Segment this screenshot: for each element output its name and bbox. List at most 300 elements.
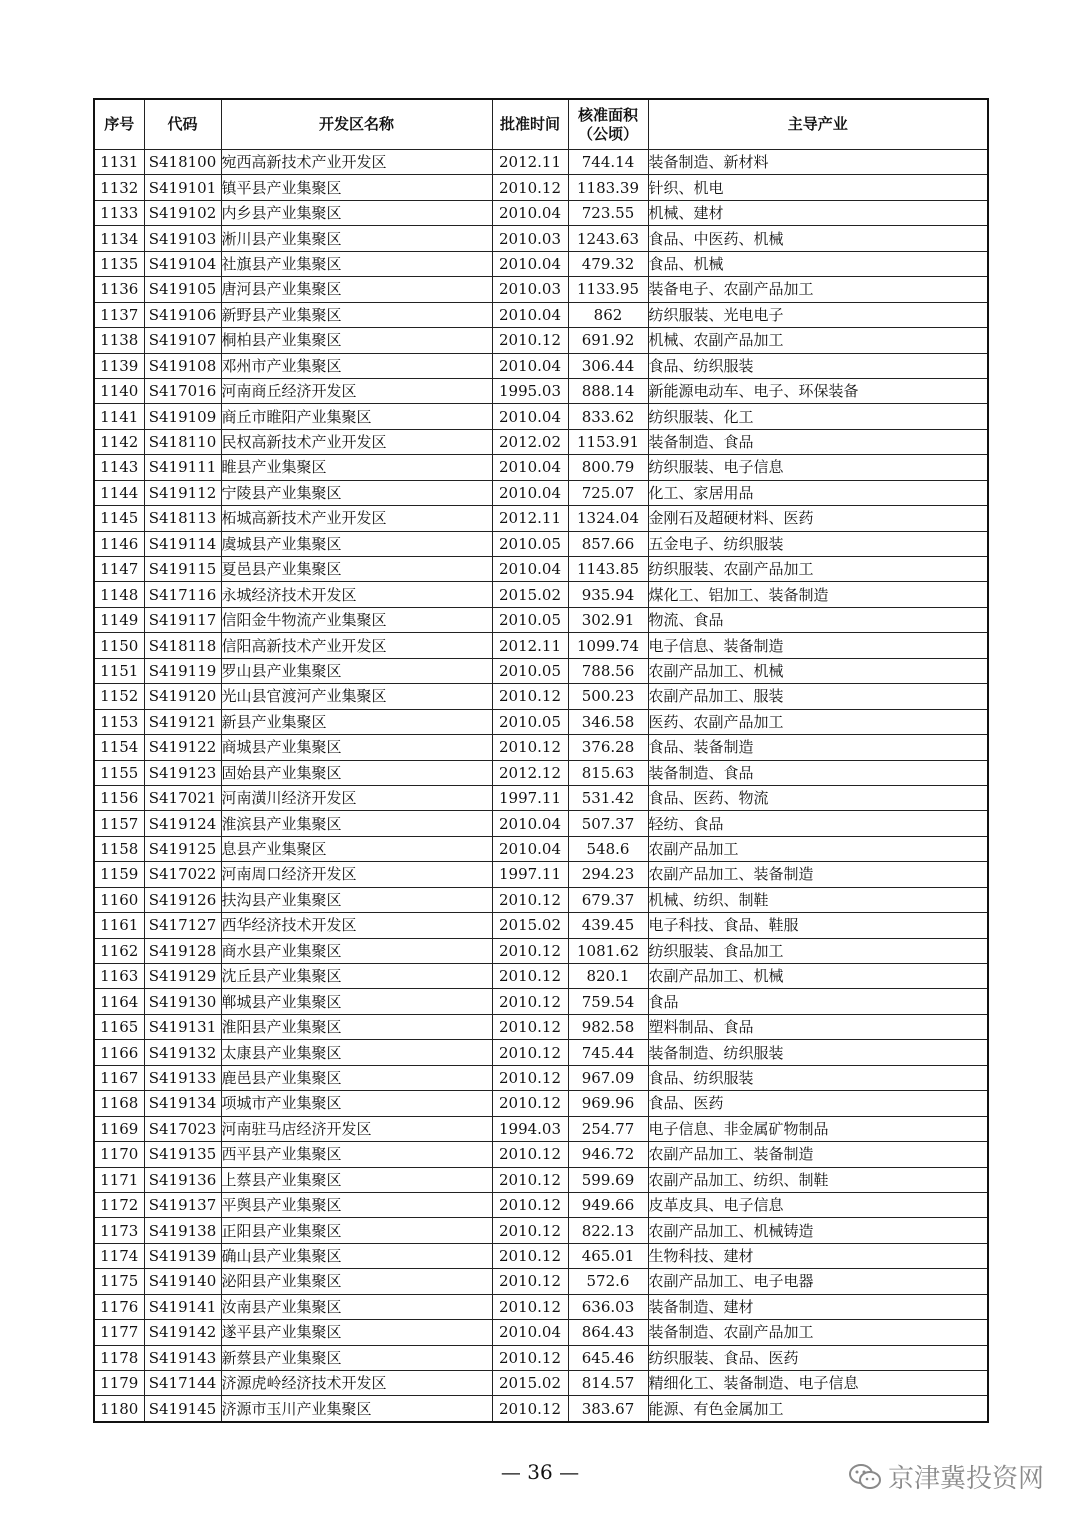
cell-area: 864.43 <box>568 1320 648 1345</box>
cell-name: 鹿邑县产业集聚区 <box>221 1065 492 1090</box>
cell-code: S417116 <box>144 582 221 607</box>
cell-date: 2010.12 <box>492 1065 568 1090</box>
cell-seq: 1144 <box>94 480 144 505</box>
cell-industry: 电子信息、非金属矿物制品 <box>648 1116 988 1141</box>
cell-industry: 食品、中医药、机械 <box>648 226 988 251</box>
cell-seq: 1170 <box>94 1142 144 1167</box>
table-row <box>94 506 988 531</box>
cell-code: S419137 <box>144 1192 221 1217</box>
cell-industry: 农副产品加工、服装 <box>648 684 988 709</box>
table-row <box>94 1116 988 1141</box>
cell-seq: 1132 <box>94 175 144 200</box>
cell-area: 439.45 <box>568 913 648 938</box>
cell-name: 河南潢川经济开发区 <box>221 785 492 810</box>
cell-area: 744.14 <box>568 150 648 175</box>
cell-name: 固始县产业集聚区 <box>221 760 492 785</box>
table-row <box>94 938 988 963</box>
cell-area: 465.01 <box>568 1243 648 1268</box>
table-row <box>94 785 988 810</box>
table-row <box>94 735 988 760</box>
cell-date: 2010.05 <box>492 709 568 734</box>
cell-date: 2012.11 <box>492 633 568 658</box>
cell-code: S418110 <box>144 429 221 454</box>
cell-seq: 1165 <box>94 1014 144 1039</box>
cell-code: S419135 <box>144 1142 221 1167</box>
table-row <box>94 964 988 989</box>
watermark-text: 京津冀投资网 <box>887 1464 1044 1494</box>
cell-date: 2012.12 <box>492 760 568 785</box>
cell-area: 820.1 <box>568 964 648 989</box>
table-row <box>94 1142 988 1167</box>
cell-industry: 农副产品加工、装备制造 <box>648 1142 988 1167</box>
cell-code: S419125 <box>144 836 221 861</box>
cell-code: S417023 <box>144 1116 221 1141</box>
cell-area: 1143.85 <box>568 557 648 582</box>
cell-date: 2010.04 <box>492 455 568 480</box>
header-area <box>568 99 648 150</box>
cell-code: S419143 <box>144 1345 221 1370</box>
cell-area: 725.07 <box>568 480 648 505</box>
cell-area: 302.91 <box>568 607 648 632</box>
cell-name: 新野县产业集聚区 <box>221 302 492 327</box>
cell-code: S419106 <box>144 302 221 327</box>
cell-industry: 塑料制品、食品 <box>648 1014 988 1039</box>
cell-area: 383.67 <box>568 1396 648 1422</box>
cell-date: 2010.05 <box>492 531 568 556</box>
cell-code: S419122 <box>144 735 221 760</box>
cell-name: 内乡县产业集聚区 <box>221 200 492 225</box>
cell-industry: 食品、机械 <box>648 251 988 276</box>
development-zone-table <box>93 98 989 1423</box>
cell-name: 河南周口经济开发区 <box>221 862 492 887</box>
cell-date: 2010.04 <box>492 1320 568 1345</box>
cell-seq: 1161 <box>94 913 144 938</box>
cell-industry: 轻纺、食品 <box>648 811 988 836</box>
cell-seq: 1136 <box>94 277 144 302</box>
table-body <box>94 150 988 1422</box>
cell-seq: 1142 <box>94 429 144 454</box>
cell-area: 862 <box>568 302 648 327</box>
table-row <box>94 633 988 658</box>
wechat-icon <box>848 1462 882 1492</box>
cell-code: S417022 <box>144 862 221 887</box>
cell-seq: 1158 <box>94 836 144 861</box>
cell-code: S419128 <box>144 938 221 963</box>
cell-date: 2010.12 <box>492 1192 568 1217</box>
cell-code: S419119 <box>144 658 221 683</box>
cell-date: 2010.03 <box>492 226 568 251</box>
header-seq: 序号 <box>94 99 144 150</box>
cell-area: 479.32 <box>568 251 648 276</box>
cell-seq: 1154 <box>94 735 144 760</box>
cell-seq: 1180 <box>94 1396 144 1422</box>
cell-industry: 皮革皮具、电子信息 <box>648 1192 988 1217</box>
cell-seq: 1141 <box>94 404 144 429</box>
cell-name: 淅川县产业集聚区 <box>221 226 492 251</box>
cell-date: 2010.12 <box>492 938 568 963</box>
cell-date: 2015.02 <box>492 1371 568 1396</box>
cell-area: 548.6 <box>568 836 648 861</box>
table-row <box>94 1294 988 1319</box>
cell-area: 745.44 <box>568 1040 648 1065</box>
cell-area: 949.66 <box>568 1192 648 1217</box>
table-row <box>94 582 988 607</box>
cell-date: 2010.12 <box>492 1091 568 1116</box>
cell-date: 2010.04 <box>492 353 568 378</box>
cell-area: 967.09 <box>568 1065 648 1090</box>
cell-seq: 1152 <box>94 684 144 709</box>
cell-code: S417127 <box>144 913 221 938</box>
cell-seq: 1151 <box>94 658 144 683</box>
cell-name: 项城市产业集聚区 <box>221 1091 492 1116</box>
cell-code: S419112 <box>144 480 221 505</box>
cell-seq: 1174 <box>94 1243 144 1268</box>
table-row <box>94 1065 988 1090</box>
cell-date: 1997.11 <box>492 862 568 887</box>
cell-seq: 1157 <box>94 811 144 836</box>
cell-name: 上蔡县产业集聚区 <box>221 1167 492 1192</box>
watermark <box>848 1458 1044 1495</box>
cell-industry: 农副产品加工、机械 <box>648 964 988 989</box>
cell-industry: 食品、医药 <box>648 1091 988 1116</box>
cell-seq: 1159 <box>94 862 144 887</box>
cell-code: S419126 <box>144 887 221 912</box>
cell-seq: 1179 <box>94 1371 144 1396</box>
table-row <box>94 1243 988 1268</box>
cell-name: 商城县产业集聚区 <box>221 735 492 760</box>
cell-area: 815.63 <box>568 760 648 785</box>
cell-industry: 装备制造、建材 <box>648 1294 988 1319</box>
cell-industry: 装备制造、纺织服装 <box>648 1040 988 1065</box>
table-row <box>94 480 988 505</box>
cell-seq: 1133 <box>94 200 144 225</box>
cell-name: 汝南县产业集聚区 <box>221 1294 492 1319</box>
cell-area: 946.72 <box>568 1142 648 1167</box>
cell-code: S419104 <box>144 251 221 276</box>
cell-area: 507.37 <box>568 811 648 836</box>
cell-name: 沈丘县产业集聚区 <box>221 964 492 989</box>
cell-date: 2010.05 <box>492 658 568 683</box>
cell-area: 691.92 <box>568 328 648 353</box>
cell-code: S419111 <box>144 455 221 480</box>
table-header-row <box>94 99 988 150</box>
cell-code: S417016 <box>144 378 221 403</box>
cell-area: 800.79 <box>568 455 648 480</box>
table-row <box>94 277 988 302</box>
cell-seq: 1155 <box>94 760 144 785</box>
cell-date: 2012.11 <box>492 150 568 175</box>
table-row <box>94 328 988 353</box>
table-row <box>94 811 988 836</box>
cell-area: 376.28 <box>568 735 648 760</box>
header-industry: 主导产业 <box>648 99 988 150</box>
cell-seq: 1147 <box>94 557 144 582</box>
cell-date: 2010.04 <box>492 251 568 276</box>
table-row <box>94 251 988 276</box>
cell-date: 2010.04 <box>492 404 568 429</box>
cell-area: 833.62 <box>568 404 648 429</box>
cell-name: 确山县产业集聚区 <box>221 1243 492 1268</box>
cell-seq: 1148 <box>94 582 144 607</box>
cell-area: 1324.04 <box>568 506 648 531</box>
cell-name: 桐柏县产业集聚区 <box>221 328 492 353</box>
cell-name: 光山县官渡河产业集聚区 <box>221 684 492 709</box>
cell-code: S417144 <box>144 1371 221 1396</box>
table-row <box>94 353 988 378</box>
cell-industry: 纺织服装、食品、医药 <box>648 1345 988 1370</box>
table-row <box>94 531 988 556</box>
cell-industry: 装备制造、食品 <box>648 429 988 454</box>
table-row <box>94 404 988 429</box>
table-row <box>94 378 988 403</box>
header-area-line1: 核准面积 <box>577 105 638 124</box>
cell-seq: 1145 <box>94 506 144 531</box>
cell-date: 1995.03 <box>492 378 568 403</box>
cell-name: 商水县产业集聚区 <box>221 938 492 963</box>
cell-code: S419121 <box>144 709 221 734</box>
cell-industry: 机械、纺织、制鞋 <box>648 887 988 912</box>
cell-code: S419115 <box>144 557 221 582</box>
cell-industry: 机械、建材 <box>648 200 988 225</box>
cell-code: S419142 <box>144 1320 221 1345</box>
header-name: 开发区名称 <box>221 99 492 150</box>
cell-name: 信阳高新技术产业开发区 <box>221 633 492 658</box>
cell-seq: 1138 <box>94 328 144 353</box>
cell-industry: 机械、农副产品加工 <box>648 328 988 353</box>
table-row <box>94 557 988 582</box>
cell-area: 294.23 <box>568 862 648 887</box>
cell-seq: 1131 <box>94 150 144 175</box>
table-row <box>94 302 988 327</box>
cell-name: 唐河县产业集聚区 <box>221 277 492 302</box>
cell-area: 599.69 <box>568 1167 648 1192</box>
cell-code: S419123 <box>144 760 221 785</box>
cell-name: 商丘市睢阳产业集聚区 <box>221 404 492 429</box>
cell-seq: 1140 <box>94 378 144 403</box>
cell-name: 虞城县产业集聚区 <box>221 531 492 556</box>
cell-date: 2010.12 <box>492 735 568 760</box>
cell-date: 2010.12 <box>492 964 568 989</box>
cell-code: S419140 <box>144 1269 221 1294</box>
cell-date: 1997.11 <box>492 785 568 810</box>
cell-code: S419131 <box>144 1014 221 1039</box>
cell-area: 888.14 <box>568 378 648 403</box>
table-row <box>94 429 988 454</box>
table-row <box>94 1371 988 1396</box>
cell-name: 民权高新技术产业开发区 <box>221 429 492 454</box>
cell-area: 645.46 <box>568 1345 648 1370</box>
table-row <box>94 1014 988 1039</box>
cell-industry: 农副产品加工、装备制造 <box>648 862 988 887</box>
cell-name: 睢县产业集聚区 <box>221 455 492 480</box>
cell-seq: 1169 <box>94 1116 144 1141</box>
cell-code: S419132 <box>144 1040 221 1065</box>
cell-area: 814.57 <box>568 1371 648 1396</box>
cell-industry: 电子信息、装备制造 <box>648 633 988 658</box>
cell-seq: 1137 <box>94 302 144 327</box>
cell-name: 宁陵县产业集聚区 <box>221 480 492 505</box>
cell-area: 500.23 <box>568 684 648 709</box>
header-code: 代码 <box>144 99 221 150</box>
cell-industry: 精细化工、装备制造、电子信息 <box>648 1371 988 1396</box>
cell-date: 2012.02 <box>492 429 568 454</box>
cell-area: 1243.63 <box>568 226 648 251</box>
cell-name: 泌阳县产业集聚区 <box>221 1269 492 1294</box>
cell-date: 2015.02 <box>492 582 568 607</box>
cell-industry: 装备制造、农副产品加工 <box>648 1320 988 1345</box>
cell-name: 夏邑县产业集聚区 <box>221 557 492 582</box>
table-row <box>94 913 988 938</box>
cell-seq: 1153 <box>94 709 144 734</box>
cell-date: 2010.12 <box>492 328 568 353</box>
cell-seq: 1175 <box>94 1269 144 1294</box>
cell-industry: 生物科技、建材 <box>648 1243 988 1268</box>
cell-seq: 1172 <box>94 1192 144 1217</box>
table-row <box>94 200 988 225</box>
cell-date: 2010.04 <box>492 200 568 225</box>
cell-code: S419101 <box>144 175 221 200</box>
header-area-line2: （公顷） <box>577 124 638 143</box>
cell-code: S419136 <box>144 1167 221 1192</box>
cell-date: 2015.02 <box>492 913 568 938</box>
cell-area: 572.6 <box>568 1269 648 1294</box>
cell-code: S419108 <box>144 353 221 378</box>
cell-name: 息县产业集聚区 <box>221 836 492 861</box>
cell-code: S419109 <box>144 404 221 429</box>
cell-date: 2010.12 <box>492 1142 568 1167</box>
cell-name: 镇平县产业集聚区 <box>221 175 492 200</box>
cell-seq: 1177 <box>94 1320 144 1345</box>
cell-industry: 农副产品加工、机械 <box>648 658 988 683</box>
cell-name: 柘城高新技术产业开发区 <box>221 506 492 531</box>
cell-area: 636.03 <box>568 1294 648 1319</box>
cell-name: 永城经济技术开发区 <box>221 582 492 607</box>
table-row <box>94 989 988 1014</box>
cell-name: 济源市玉川产业集聚区 <box>221 1396 492 1422</box>
page-number: — 36 — <box>500 1460 580 1484</box>
cell-seq: 1173 <box>94 1218 144 1243</box>
cell-industry: 食品、纺织服装 <box>648 1065 988 1090</box>
table-row <box>94 150 988 175</box>
cell-code: S418118 <box>144 633 221 658</box>
table-row <box>94 1091 988 1116</box>
cell-code: S419124 <box>144 811 221 836</box>
cell-date: 2010.04 <box>492 811 568 836</box>
cell-seq: 1171 <box>94 1167 144 1192</box>
cell-area: 1183.39 <box>568 175 648 200</box>
table-row <box>94 1167 988 1192</box>
cell-area: 982.58 <box>568 1014 648 1039</box>
cell-area: 723.55 <box>568 200 648 225</box>
cell-area: 1133.95 <box>568 277 648 302</box>
cell-industry: 纺织服装、化工 <box>648 404 988 429</box>
header-date: 批准时间 <box>492 99 568 150</box>
table-row <box>94 1040 988 1065</box>
cell-code: S418113 <box>144 506 221 531</box>
cell-date: 2010.12 <box>492 1040 568 1065</box>
cell-industry: 农副产品加工 <box>648 836 988 861</box>
cell-date: 2012.11 <box>492 506 568 531</box>
cell-area: 346.58 <box>568 709 648 734</box>
cell-date: 2010.04 <box>492 480 568 505</box>
table-row <box>94 709 988 734</box>
cell-industry: 农副产品加工、纺织、制鞋 <box>648 1167 988 1192</box>
cell-industry: 食品、装备制造 <box>648 735 988 760</box>
cell-code: S419138 <box>144 1218 221 1243</box>
cell-name: 太康县产业集聚区 <box>221 1040 492 1065</box>
cell-name: 河南商丘经济开发区 <box>221 378 492 403</box>
cell-date: 2010.12 <box>492 887 568 912</box>
cell-area: 857.66 <box>568 531 648 556</box>
cell-code: S419129 <box>144 964 221 989</box>
cell-industry: 装备制造、新材料 <box>648 150 988 175</box>
table-row <box>94 1396 988 1422</box>
cell-date: 2010.04 <box>492 302 568 327</box>
cell-industry: 化工、家居用品 <box>648 480 988 505</box>
cell-date: 2010.12 <box>492 989 568 1014</box>
table-row <box>94 1269 988 1294</box>
cell-seq: 1176 <box>94 1294 144 1319</box>
table-row <box>94 658 988 683</box>
cell-name: 淮滨县产业集聚区 <box>221 811 492 836</box>
cell-seq: 1160 <box>94 887 144 912</box>
cell-code: S419145 <box>144 1396 221 1422</box>
cell-date: 2010.05 <box>492 607 568 632</box>
cell-date: 2010.12 <box>492 1345 568 1370</box>
cell-seq: 1146 <box>94 531 144 556</box>
table-row <box>94 455 988 480</box>
cell-seq: 1135 <box>94 251 144 276</box>
cell-area: 1081.62 <box>568 938 648 963</box>
cell-code: S419102 <box>144 200 221 225</box>
cell-date: 2010.12 <box>492 1269 568 1294</box>
cell-name: 遂平县产业集聚区 <box>221 1320 492 1345</box>
cell-industry: 装备电子、农副产品加工 <box>648 277 988 302</box>
cell-code: S419114 <box>144 531 221 556</box>
table-row <box>94 887 988 912</box>
cell-seq: 1143 <box>94 455 144 480</box>
cell-name: 郸城县产业集聚区 <box>221 989 492 1014</box>
cell-seq: 1167 <box>94 1065 144 1090</box>
cell-date: 2010.12 <box>492 175 568 200</box>
cell-industry: 针织、机电 <box>648 175 988 200</box>
cell-industry: 纺织服装、光电电子 <box>648 302 988 327</box>
cell-name: 河南驻马店经济开发区 <box>221 1116 492 1141</box>
cell-industry: 煤化工、铝加工、装备制造 <box>648 582 988 607</box>
cell-area: 679.37 <box>568 887 648 912</box>
cell-area: 759.54 <box>568 989 648 1014</box>
cell-area: 788.56 <box>568 658 648 683</box>
cell-code: S419130 <box>144 989 221 1014</box>
cell-industry: 纺织服装、电子信息 <box>648 455 988 480</box>
cell-name: 社旗县产业集聚区 <box>221 251 492 276</box>
table-row <box>94 684 988 709</box>
cell-area: 1099.74 <box>568 633 648 658</box>
cell-date: 2010.12 <box>492 1294 568 1319</box>
cell-industry: 纺织服装、农副产品加工 <box>648 557 988 582</box>
cell-date: 2010.12 <box>492 1167 568 1192</box>
table-row <box>94 1320 988 1345</box>
cell-industry: 能源、有色金属加工 <box>648 1396 988 1422</box>
cell-name: 平舆县产业集聚区 <box>221 1192 492 1217</box>
cell-name: 新县产业集聚区 <box>221 709 492 734</box>
cell-seq: 1150 <box>94 633 144 658</box>
table-row <box>94 226 988 251</box>
cell-seq: 1178 <box>94 1345 144 1370</box>
cell-name: 邓州市产业集聚区 <box>221 353 492 378</box>
cell-code: S419141 <box>144 1294 221 1319</box>
cell-area: 969.96 <box>568 1091 648 1116</box>
